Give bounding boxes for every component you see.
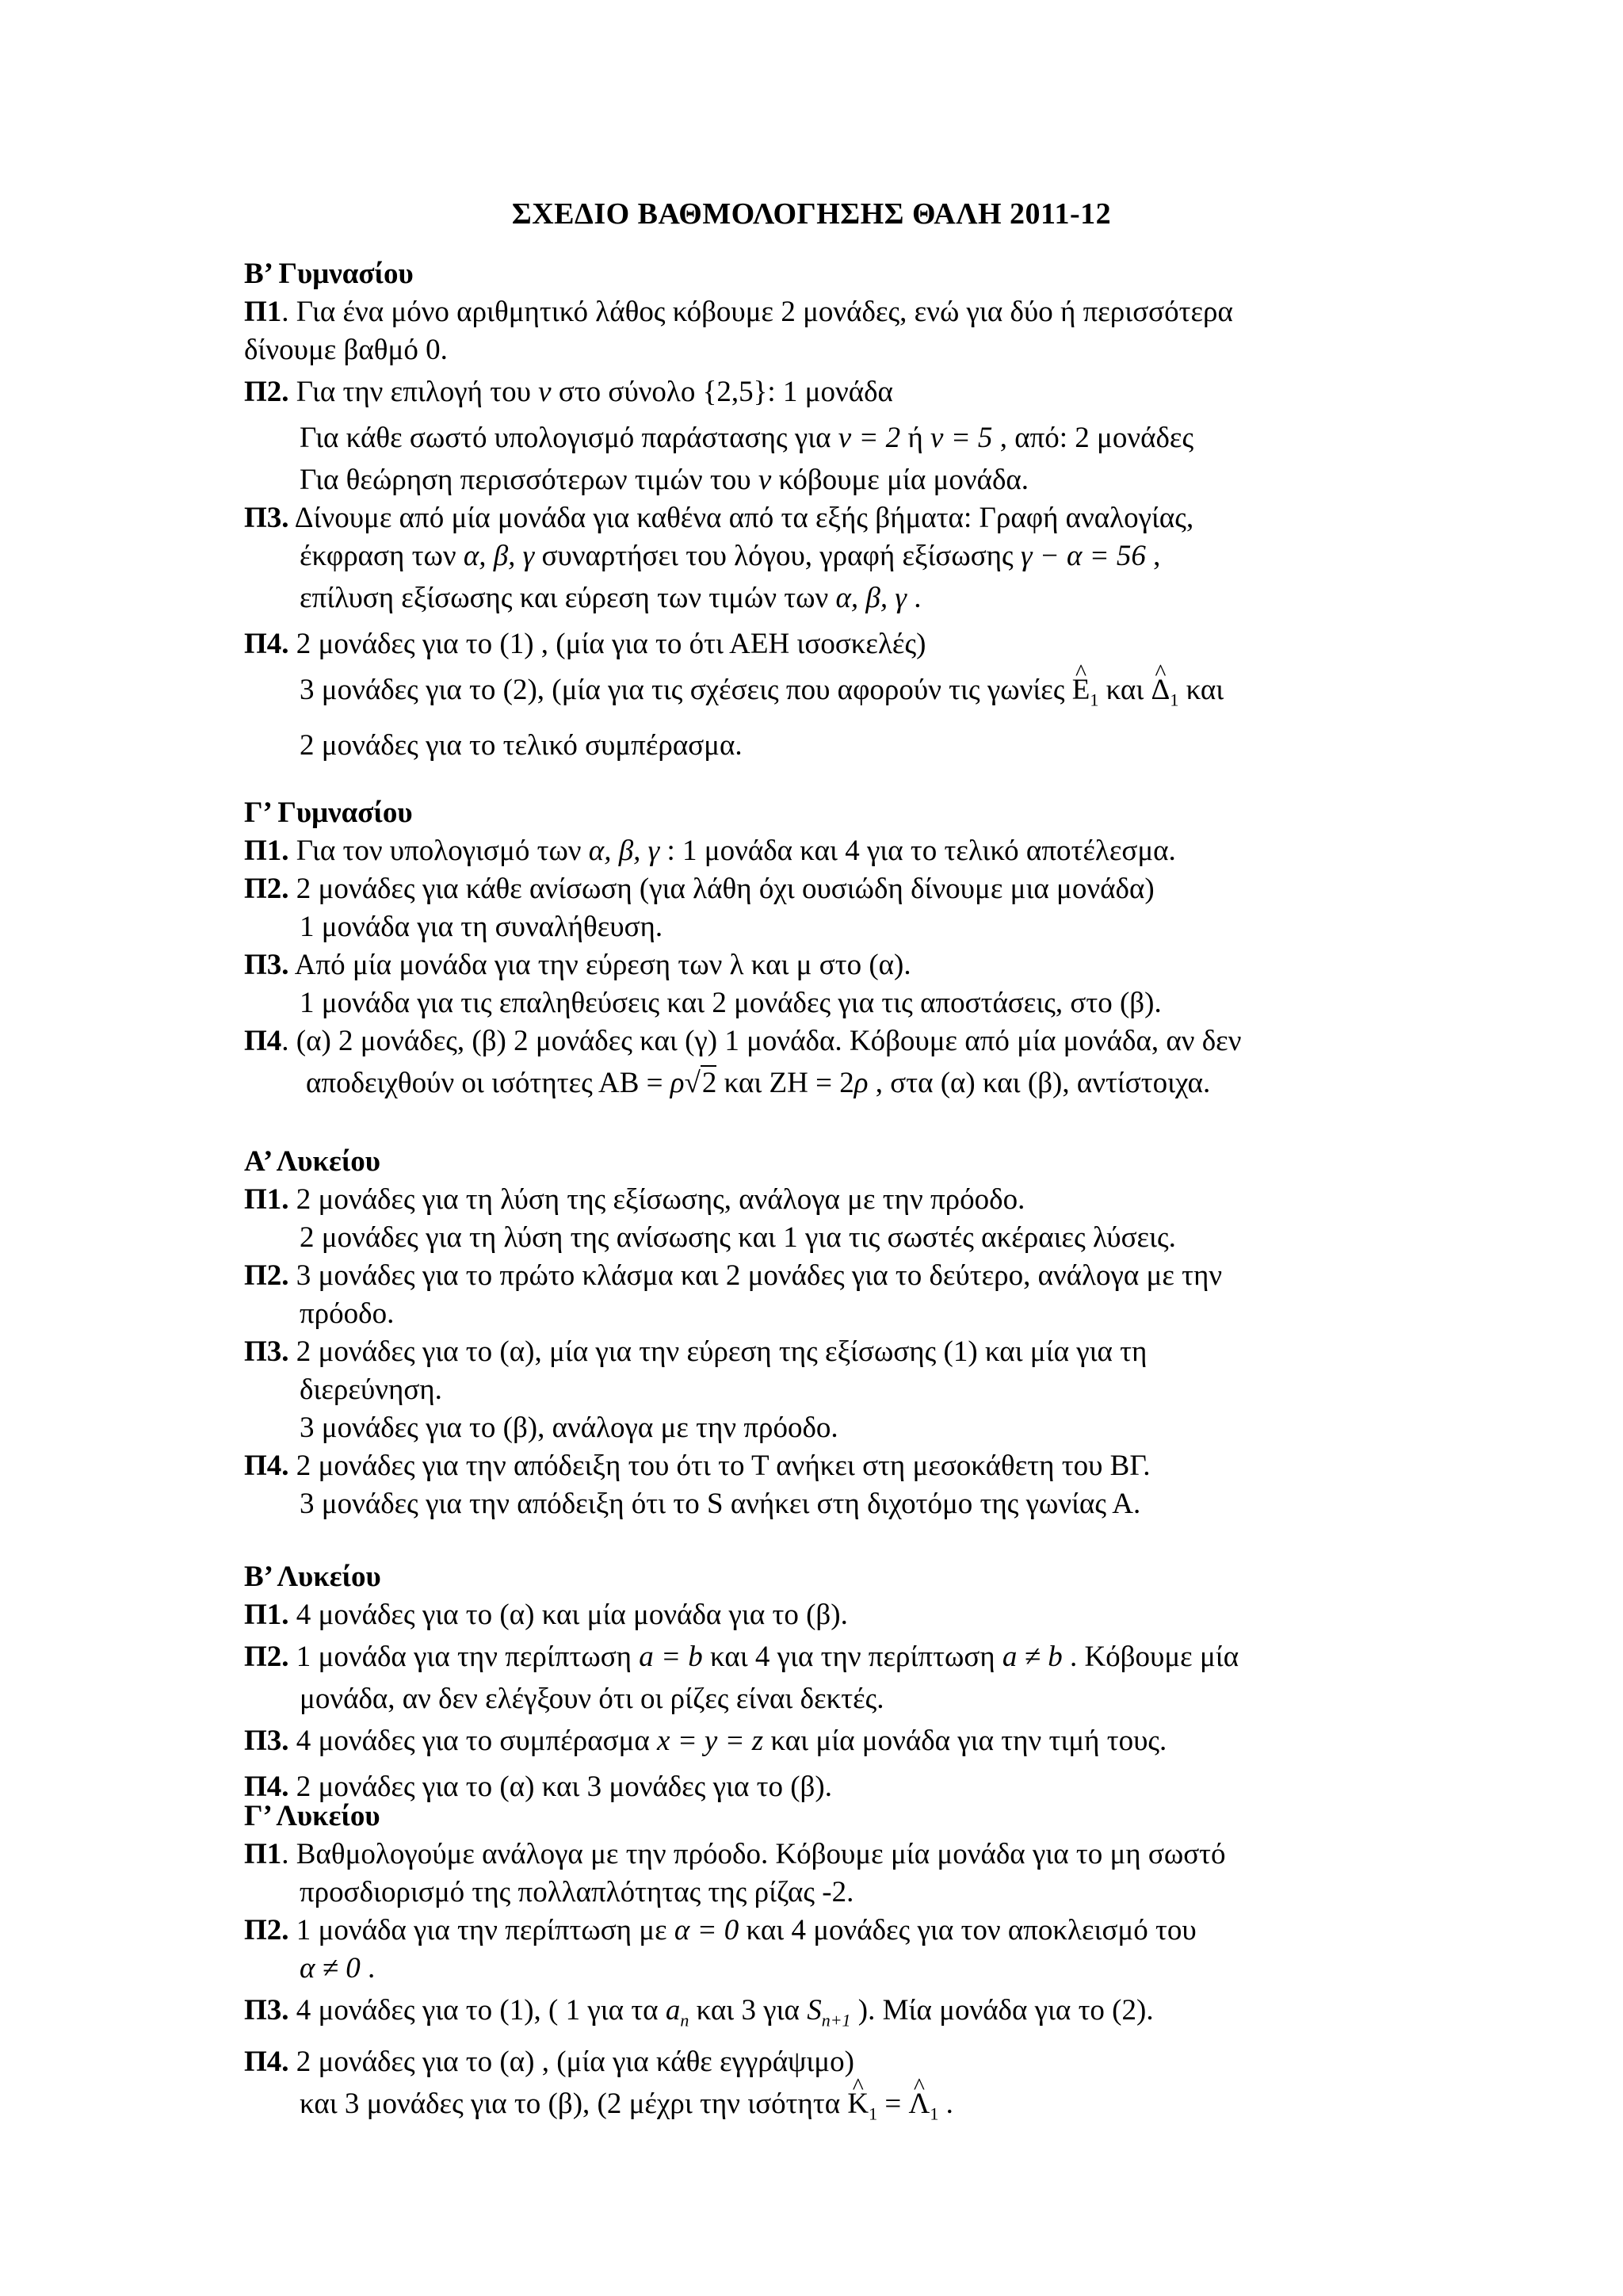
section-heading: Α’ Λυκείου: [244, 1145, 381, 1178]
problem-2-line2: πρόοδο.: [300, 1297, 395, 1330]
problem-2-line2: μονάδα, αν δεν ελέγξουν ότι οι ρίζες είναι δεκτές.: [300, 1683, 884, 1715]
problem-2: Π2. 1 μονάδα για την περίπτωση με α = 0 και 4 μονάδες για τον αποκλεισμό του: [244, 1914, 1197, 1946]
problem-1: Π1. 2 μονάδες για τη λύση της εξίσωσης, ανάλογα με την πρόοδο.: [244, 1183, 1025, 1216]
problem-3-line3: επίλυση εξίσωσης και εύρεση των τιμών των α, β, γ .: [300, 582, 922, 614]
problem-4: Π4. 2 μονάδες για το (α) και 3 μονάδες για το (β).: [244, 1771, 832, 1803]
problem-2: Π2. 1 μονάδα για την περίπτωση a = b και 4 για την περίπτωση a ≠ b . Κόβουμε μία: [244, 1641, 1239, 1673]
problem-3-line2: 1 μονάδα για τις επαληθεύσεις και 2 μονάδες για τις αποστάσεις, στο (β).: [300, 987, 1162, 1019]
section-c-gymnasium: [244, 794, 1393, 1106]
problem-1-line2: 2 μονάδες για τη λύση της ανίσωσης και 1 για τις σωστές ακέραιες λύσεις.: [300, 1221, 1176, 1254]
problem-1-cont: δίνουμε βαθμό 0.: [244, 334, 448, 366]
problem-2-line2: Για κάθε σωστό υπολογισμό παράστασης για ν = 2 ή ν = 5 , από: 2 μονάδες: [300, 422, 1194, 454]
problem-1-line2: προσδιορισμό της πολλαπλότητας της ρίζας -2.: [300, 1876, 854, 1908]
problem-2: Π2. 2 μονάδες για κάθε ανίσωση (για λάθη όχι ουσιώδη δίνουμε μια μονάδα): [244, 873, 1155, 905]
section-b-gymnasium: [244, 255, 1393, 769]
problem-2-line2: 1 μονάδα για τη συναλήθευση.: [300, 911, 663, 943]
problem-3: Π3. Δίνουμε από μία μονάδα για καθένα από τα εξής βήματα: Γραφή αναλογίας,: [244, 502, 1194, 534]
problem-1: Π1. Για ένα μόνο αριθμητικό λάθος κόβουμε 2 μονάδες, ενώ για δύο ή περισσότερα: [244, 296, 1233, 328]
problem-4-line2: και 3 μονάδες για το (β), (2 μέχρι την ισότητα ^ $K_1$ = ^ $\Lambda_1$ .: [244, 2081, 1393, 2137]
section-b-lyceum: [244, 1558, 1393, 1810]
problem-3: Π3. 2 μονάδες για το (α), μία για την εύρεση της εξίσωσης (1) και μία για τη: [244, 1335, 1148, 1368]
problem-3: Π3. 4 μονάδες για το συμπέρασμα x = y = z και μία μονάδα για την τιμή τους.: [244, 1725, 1167, 1757]
problem-2-line3: Για θεώρηση περισσότερων τιμών του ν κόβουμε μία μονάδα.: [300, 464, 1029, 496]
problem-2: Π2. 3 μονάδες για το πρώτο κλάσμα και 2 μονάδες για το δεύτερο, ανάλογα με την: [244, 1259, 1223, 1292]
problem-2-line2: α ≠ 0 .: [300, 1952, 376, 1985]
section-heading: Β’ Λυκείου: [244, 1561, 381, 1593]
problem-3-line2: έκφραση των α, β, γ συναρτήσει του λόγου, γραφή εξίσωσης γ − α = 56 ,: [300, 540, 1161, 572]
section-heading: Γ’ Λυκείου: [244, 1800, 380, 1832]
problem-4-line2: 3 μονάδες για το (2), (μία για τις σχέσεις που αφορούν τις γωνίες ^ $E_1$ και ^ $\Delta_1$ και: [244, 667, 1393, 723]
problem-4-line2: αποδειχθούν οι ισότητες ΑΒ = ρ√2 και ΖΗ = 2ρ , στα (α) και (β), αντίστοιχα.: [306, 1067, 1211, 1099]
problem-1: Π1. Για τον υπολογισμό των α, β, γ : 1 μονάδα και 4 για το τελικό αποτέλεσμα.: [244, 835, 1176, 867]
problem-3: Π3. 4 μονάδες για το (1), ( 1 για τα $a_n$ και 3 για $S_{n+1}$ ). Μία μονάδα για το (2).: [244, 1994, 1154, 2030]
document-title: ΣΧΕΔΙΟ ΒΑΘΜΟΛΟΓΗΣΗΣ ΘΑΛΗ 2011-12: [511, 197, 1112, 231]
section-heading: Β’ Γυμνασίου: [244, 258, 414, 290]
problem-4: Π4. 2 μονάδες για την απόδειξη του ότι το Τ ανήκει στη μεσοκάθετη του ΒΓ.: [244, 1450, 1151, 1482]
problem-2: Π2. Για την επιλογή του ν στο σύνολο {2,5}: 1 μονάδα: [244, 376, 893, 408]
problem-3-line2: διερεύνηση.: [300, 1373, 442, 1406]
section-a-lyceum: [244, 1143, 1393, 1523]
section-c-lyceum: [244, 1797, 1393, 2137]
problem-4: Π4. (α) 2 μονάδες, (β) 2 μονάδες και (γ) 1 μονάδα. Κόβουμε από μία μονάδα, αν δεν: [244, 1025, 1242, 1057]
problem-1: Π1. 4 μονάδες για το (α) και μία μονάδα για το (β).: [244, 1599, 848, 1631]
problem-4: Π4. 2 μονάδες για το (α) , (μία για κάθε εγγράψιμο): [244, 2046, 854, 2079]
problem-3-line3: 3 μονάδες για το (β), ανάλογα με την πρόοδο.: [300, 1412, 838, 1444]
section-heading: Γ’ Γυμνασίου: [244, 797, 413, 829]
problem-1: Π1. Βαθμολογούμε ανάλογα με την πρόοδο. Κόβουμε μία μονάδα για το μη σωστό: [244, 1838, 1226, 1870]
problem-4: Π4. 2 μονάδες για το (1) , (μία για το ότι ΑΕΗ ισοσκελές): [244, 628, 926, 660]
problem-4-line2: 3 μονάδες για την απόδειξη ότι το S ανήκει στη διχοτόμο της γωνίας Α.: [300, 1488, 1141, 1520]
problem-4-line3: 2 μονάδες για το τελικό συμπέρασμα.: [300, 729, 743, 762]
problem-3: Π3. Από μία μονάδα για την εύρεση των λ και μ στο (α).: [244, 949, 911, 981]
